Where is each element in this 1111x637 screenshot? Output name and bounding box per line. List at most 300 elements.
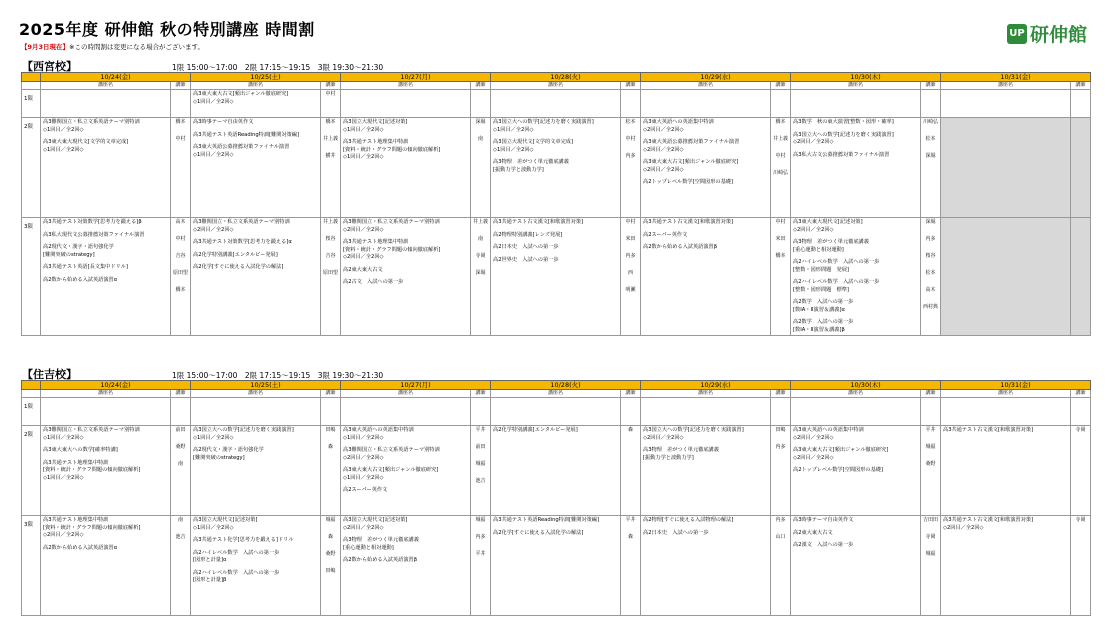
teacher-header: 講師	[1071, 390, 1091, 398]
teacher-cell	[471, 90, 491, 118]
timetable-sumiyoshi	[21, 380, 1091, 616]
course-line: 高2ハイレベル数学 入試への第一歩	[193, 549, 280, 556]
course-line: ◇1回目／全2回◇	[193, 524, 234, 531]
course-line: ◇2回目／全2回◇	[643, 434, 684, 441]
course-line: ◇1回目／全2回◇	[343, 434, 384, 441]
course-line: 高2ハイレベル数学 入試への第一歩	[193, 569, 280, 576]
teacher-name: 田嶋	[775, 427, 786, 433]
course-cell	[491, 218, 621, 336]
course-line: ◇1回目／全2回◇	[343, 474, 384, 481]
campus-name: 【住吉校】	[22, 368, 77, 381]
course-line: 高3共通テスト英語Reading特訓[難関対策編]	[493, 517, 600, 523]
date-cell: 10/29(水)	[641, 73, 791, 82]
teacher-name: 桑野	[175, 444, 186, 450]
course-cell	[491, 90, 621, 118]
teacher-header: 講師	[471, 390, 491, 398]
course-line: [振動力学と波動力学]	[493, 166, 544, 173]
teacher-name: 前田	[175, 427, 186, 433]
course-line: [整数・図形問題 発展]	[793, 266, 849, 273]
course-cell	[191, 516, 321, 616]
page-title: 2025年度 研伸館 秋の特別講座 時間割	[19, 20, 315, 39]
course-line: ◇1回目／全2回◇	[43, 146, 84, 153]
teacher-cell	[171, 516, 191, 616]
teacher-name: 城福	[925, 444, 936, 450]
teacher-cell	[171, 118, 191, 218]
teacher-name: 森	[627, 534, 633, 540]
teacher-name: 原田望	[173, 270, 189, 276]
teacher-name: 内多	[925, 236, 936, 242]
course-line: [資料・統計・グラフ問題の傾向徹底解析]	[43, 524, 141, 531]
teacher-name: 中村	[325, 91, 336, 97]
course-line: 高3国立大への数学[記述力を磨く実践演習]	[793, 131, 894, 138]
course-cell	[641, 516, 771, 616]
course-line: 高2物理特別講義[レンズ発展]	[493, 231, 563, 238]
course-line: 高3東大東大古文[頻出ジャンル徹底研究]	[643, 159, 739, 166]
course-line: 高3数学 秋の東大演習[整数・図形・確率]	[793, 119, 894, 125]
teacher-cell	[921, 398, 941, 426]
teacher-name: 横井	[325, 153, 336, 159]
teacher-name: 桜谷	[925, 253, 936, 259]
teacher-name: 橋本	[175, 119, 186, 125]
course-line: 高3国立大現代文[記述対策]	[343, 517, 408, 523]
course-header: 講座名	[941, 82, 1071, 90]
course-line: 高2ハイレベル数学 入試への第一歩	[793, 259, 880, 266]
course-line: [図形と計量]β	[193, 577, 227, 584]
period-row	[22, 426, 1091, 516]
course-line: 高3国立大への数学[記述力を磨く実践演習]	[643, 427, 744, 433]
course-line: ◇2回目／全2回◇	[343, 226, 384, 233]
teacher-name: 吉田田	[923, 517, 939, 523]
teacher-name: 森	[627, 427, 633, 433]
course-cell	[791, 218, 921, 336]
course-line: 高3難関国立・私立文系英語テーマ別特訓	[343, 447, 440, 454]
teacher-name: 桑野	[925, 461, 936, 467]
teacher-cell	[321, 398, 341, 426]
course-line: 高2世界史 入試への第一歩	[493, 256, 559, 263]
teacher-cell	[1071, 516, 1091, 616]
course-line: 高2物理[すぐに使える入試物理の解法]	[643, 517, 734, 523]
course-line: 高3東大英語への英語集中特訓	[343, 427, 414, 433]
course-line: [数IA・II演習＆講義]α	[793, 306, 845, 313]
date-cell: 10/25(土)	[191, 381, 341, 390]
course-line: 高2スーパー英作文	[643, 231, 688, 238]
course-line: 高3物理 差がつく単元徹底講義	[343, 537, 419, 544]
teacher-name: 内多	[625, 153, 636, 159]
period-label: 2限	[22, 118, 41, 218]
course-line: ◇2回目／全2回◇	[793, 434, 834, 441]
teacher-cell	[471, 218, 491, 336]
teacher-name: 寺岡	[475, 253, 486, 259]
teacher-name: 川崎弘	[773, 170, 789, 176]
teacher-name: 桑野	[325, 551, 336, 557]
course-header: 講座名	[941, 390, 1071, 398]
teacher-name: 寺岡	[1075, 427, 1086, 433]
course-line: 高3東大英語公募推薦対策ファイナル演習	[643, 139, 740, 146]
teacher-name: 米田	[625, 236, 636, 242]
teacher-name: 川崎弘	[923, 119, 939, 125]
course-line: 高3東大東大への数学[確率特講]	[43, 447, 118, 454]
date-header-row	[22, 381, 1091, 390]
course-line: ◇2回目／全2回◇	[43, 532, 84, 539]
teacher-name: 高木	[925, 287, 936, 293]
corner-cell	[22, 73, 41, 82]
teacher-name: 南	[177, 461, 183, 467]
course-line: 高2数から始める入試英語演習α	[43, 544, 118, 551]
teacher-name: 池吉	[475, 478, 486, 484]
course-header: 講座名	[491, 390, 621, 398]
course-line: 高3共通テスト化学[思考力を鍛える]ドリル	[193, 537, 294, 544]
teacher-name: 南	[177, 517, 183, 523]
teacher-name: 橋本	[325, 119, 336, 125]
course-line: 高3共通テスト地理集中特訓	[343, 239, 409, 246]
course-header: 講座名	[191, 82, 321, 90]
course-line: 高3難関国立・私立文系英語テーマ別特訓	[43, 119, 140, 125]
course-line: 高2現代文・漢字・語句強化学	[193, 447, 264, 454]
course-cell	[641, 398, 771, 426]
teacher-cell	[771, 218, 791, 336]
teacher-name: 山口	[775, 534, 786, 540]
course-line: ◇2回目／全2回◇	[343, 254, 384, 261]
course-line: 高2化学[すぐに使える入試化学の解法]	[193, 264, 284, 271]
course-line: [資料・統計・グラフ問題の傾向徹底解析]	[343, 146, 441, 153]
logo	[1007, 20, 1087, 47]
course-cell	[941, 90, 1071, 118]
course-line: ◇2回目／全2回◇	[793, 454, 834, 461]
teacher-name: 田嶋	[325, 427, 336, 433]
teacher-header: 講師	[471, 82, 491, 90]
teacher-cell	[321, 118, 341, 218]
course-line: 高2化学特別講義[エンタルピー発展]	[493, 427, 578, 433]
course-line: ◇1回目／全2回◇	[493, 126, 534, 133]
course-line: 高3国立大現代文[記述対策]	[193, 517, 258, 523]
period-label: 3限	[22, 218, 41, 336]
teacher-name: 原田望	[323, 270, 339, 276]
teacher-cell	[771, 118, 791, 218]
teacher-name: 中村	[775, 219, 786, 225]
teacher-header: 講師	[771, 390, 791, 398]
course-line: [重心運動と相対運動]	[793, 246, 844, 253]
course-line: ◇2回目／全2回◇	[343, 524, 384, 531]
teacher-cell	[471, 398, 491, 426]
course-line: [図形と計量]α	[193, 557, 227, 564]
teacher-name: 田嶋	[325, 568, 336, 574]
notice-date: 【9月3日現在】	[21, 43, 70, 51]
course-line: 高2数から始める入試英語演習α	[43, 276, 118, 283]
teacher-name: 内多	[625, 253, 636, 259]
period-label: 1限	[22, 398, 41, 426]
teacher-cell	[1071, 218, 1091, 336]
corner-cell	[22, 381, 41, 390]
course-line: 高3私大古文公募推薦対策ファイナル演習	[793, 151, 890, 158]
teacher-name: 深堀	[475, 119, 486, 125]
teacher-name: 中村	[775, 153, 786, 159]
course-header: 講座名	[41, 82, 171, 90]
course-cell	[491, 118, 621, 218]
course-line: ◇2回目／全2回◇	[643, 166, 684, 173]
date-header-row	[22, 73, 1091, 82]
teacher-header: 講師	[621, 82, 641, 90]
teacher-cell	[771, 426, 791, 516]
period-times: 1限 15:00～17:00 2限 17:15～19:15 3限 19:30～21:30	[172, 63, 384, 72]
teacher-name: 前田	[475, 444, 486, 450]
teacher-cell	[621, 398, 641, 426]
course-line: ◇2回目／全2回◇	[643, 126, 684, 133]
teacher-cell	[171, 218, 191, 336]
date-cell: 10/24(金)	[41, 381, 191, 390]
course-line: [資料・統計・グラフ問題の傾向徹底解析]	[43, 467, 141, 474]
course-line: 高3物理 差がつく単元徹底講義	[493, 159, 569, 166]
course-line: ◇2回目／全2回◇	[943, 524, 984, 531]
teacher-header: 講師	[321, 82, 341, 90]
course-line: 高3共通テスト対策数学[思考力を鍛える]β	[43, 219, 142, 225]
course-line: 高3東大東大古文[頻出ジャンル徹底研究]	[193, 91, 289, 97]
period-label: 1限	[22, 90, 41, 118]
course-line: 高2日本史 入試への第一歩	[643, 529, 709, 536]
teacher-name: 西村典	[923, 304, 939, 310]
course-cell	[41, 118, 171, 218]
course-line: 高2化学[すぐに使える入試化学の解法]	[493, 529, 584, 536]
course-line: 高3私大現代文公募推薦対策ファイナル演習	[43, 231, 145, 238]
teacher-header: 講師	[321, 390, 341, 398]
corner-cell	[22, 390, 41, 398]
course-line: 高3東大英語への英語集中特訓	[793, 427, 864, 433]
course-header: 講座名	[641, 390, 771, 398]
course-line: ◇2回目／全2回◇	[193, 226, 234, 233]
teacher-name: 吉谷	[325, 253, 336, 259]
teacher-header: 講師	[171, 82, 191, 90]
teacher-name: 内多	[775, 517, 786, 523]
course-line: 高2日本史 入試への第一歩	[493, 244, 559, 251]
teacher-cell	[621, 118, 641, 218]
teacher-name: 森	[327, 534, 333, 540]
course-cell	[641, 426, 771, 516]
course-line: ◇2回目／全2回◇	[793, 226, 834, 233]
teacher-name: 深堀	[925, 219, 936, 225]
teacher-name: 内多	[775, 444, 786, 450]
teacher-name: 橋本	[775, 119, 786, 125]
course-cell	[641, 218, 771, 336]
teacher-name: 城福	[325, 517, 336, 523]
teacher-name: 平井	[475, 551, 486, 557]
teacher-name: 米田	[775, 236, 786, 242]
course-cell	[191, 426, 321, 516]
teacher-cell	[321, 90, 341, 118]
date-cell: 10/31(金)	[941, 73, 1091, 82]
teacher-name: 橋本	[175, 287, 186, 293]
course-line: 高2古文 入試への第一歩	[343, 279, 404, 286]
course-line: 高3国立大現代文[文学的文章完成]	[493, 139, 573, 146]
course-cell	[41, 426, 171, 516]
teacher-cell	[771, 516, 791, 616]
course-line: ◇1回目／全2回◇	[43, 126, 84, 133]
course-line: [重心運動と相対運動]	[343, 544, 394, 551]
course-line: 高3東大東大現代文[記述対策]	[793, 219, 863, 225]
teacher-name: 深堀	[475, 270, 486, 276]
teacher-name: 南	[477, 236, 483, 242]
teacher-name: 深堀	[925, 153, 936, 159]
course-cell	[491, 426, 621, 516]
teacher-name: 中村	[625, 136, 636, 142]
course-header: 講座名	[41, 390, 171, 398]
teacher-name: 平井	[925, 427, 936, 433]
teacher-cell	[771, 398, 791, 426]
course-line: 高3共通テスト古文漢文[和歌演習対策]	[943, 427, 1034, 433]
teacher-header: 講師	[621, 390, 641, 398]
course-line: ◇1回目／全2回◇	[43, 434, 84, 441]
teacher-name: 西	[627, 270, 633, 276]
period-row	[22, 516, 1091, 616]
course-line: ◇2回目／全2回◇	[793, 139, 834, 146]
teacher-name: 内多	[475, 534, 486, 540]
course-cell	[941, 516, 1071, 616]
course-cell	[791, 90, 921, 118]
teacher-cell	[921, 426, 941, 516]
course-header: 講座名	[641, 82, 771, 90]
teacher-name: 南	[477, 136, 483, 142]
course-cell	[41, 90, 171, 118]
course-line: [難関突破のstrategy]	[43, 251, 95, 258]
logo-mark-icon: UP	[1007, 24, 1027, 44]
teacher-cell	[1071, 426, 1091, 516]
teacher-header: 講師	[171, 390, 191, 398]
date-cell: 10/29(水)	[641, 381, 791, 390]
course-line: 高3難関国立・私立文系英語テーマ別特訓	[193, 219, 290, 225]
teacher-name: 井上義	[323, 136, 339, 142]
teacher-name: 寺岡	[925, 534, 936, 540]
course-line: [資料・統計・グラフ問題の傾向徹底解析]	[343, 246, 441, 253]
period-row	[22, 398, 1091, 426]
date-cell: 10/30(木)	[791, 381, 941, 390]
course-line: 高3共通テスト古文漢文[和歌演習対策]	[643, 219, 734, 225]
teacher-cell	[171, 90, 191, 118]
course-line: 高2数学 入試への第一歩	[793, 319, 854, 326]
teacher-cell	[471, 516, 491, 616]
course-header: 講座名	[791, 390, 921, 398]
course-line: 高2数から始める入試英語演習β	[343, 557, 418, 564]
course-line: 高3東大東大現代文[文学的文章完成]	[43, 139, 129, 146]
course-line: 高3物理 差がつく単元徹底講義	[793, 239, 869, 246]
course-line: 高3共通テスト古文漢文[和歌演習対策]	[943, 517, 1034, 523]
course-line: 高3共通テスト地理集中特訓	[43, 517, 109, 523]
teacher-name: 明瀬	[625, 287, 636, 293]
course-cell	[341, 218, 471, 336]
teacher-name: 桜谷	[325, 236, 336, 242]
teacher-name: 吉谷	[175, 253, 186, 259]
course-line: 高3共通テスト英語[長文集中ドリル]	[43, 264, 128, 271]
course-cell	[341, 90, 471, 118]
course-line: [難関突破のstrategy]	[193, 454, 245, 461]
teacher-name: 松本	[925, 136, 936, 142]
course-line: 高3難関国立・私立文系英語テーマ別特訓	[43, 427, 140, 433]
teacher-name: 池吉	[175, 534, 186, 540]
teacher-cell	[921, 118, 941, 218]
course-cell	[941, 398, 1071, 426]
teacher-cell	[621, 516, 641, 616]
course-line: 高3難関国立・私立文系英語テーマ別特訓	[343, 219, 440, 225]
teacher-cell	[921, 218, 941, 336]
course-line: [数IA・II演習＆講義]β	[793, 326, 845, 333]
date-cell: 10/28(火)	[491, 381, 641, 390]
teacher-cell	[621, 90, 641, 118]
course-line: 高2現代文・漢字・語句強化学	[43, 244, 114, 251]
course-line: 高3時事テーマ自由英作文	[793, 517, 854, 523]
teacher-header: 講師	[1071, 82, 1091, 90]
notice	[21, 42, 204, 51]
teacher-header: 講師	[771, 82, 791, 90]
course-cell	[191, 118, 321, 218]
course-cell	[791, 516, 921, 616]
teacher-name: 松本	[925, 270, 936, 276]
teacher-name: 森	[327, 444, 333, 450]
teacher-cell	[1071, 398, 1091, 426]
course-header: 講座名	[341, 390, 471, 398]
teacher-cell	[621, 426, 641, 516]
period-label: 2限	[22, 426, 41, 516]
teacher-header: 講師	[921, 82, 941, 90]
teacher-name: 橋本	[775, 253, 786, 259]
teacher-name: 松本	[625, 119, 636, 125]
course-line: 高2数学 入試への第一歩	[793, 299, 854, 306]
teacher-name: 高木	[175, 219, 186, 225]
course-line: ◇1回目／全2回◇	[43, 474, 84, 481]
teacher-cell	[321, 218, 341, 336]
course-cell	[341, 426, 471, 516]
corner-cell	[22, 82, 41, 90]
course-cell	[641, 118, 771, 218]
logo-text: 研伸館	[1029, 24, 1087, 46]
course-line: 高3共通テスト地理集中特訓	[343, 139, 409, 146]
course-line: 高3国立大への数学[記述力を磨く実践演習]	[193, 427, 294, 433]
teacher-cell	[771, 90, 791, 118]
course-cell	[641, 90, 771, 118]
teacher-cell	[321, 426, 341, 516]
teacher-header: 講師	[921, 390, 941, 398]
campus-name: 【西宮校】	[22, 60, 77, 73]
course-line: ◇2回目／全2回◇	[643, 146, 684, 153]
date-cell: 10/27(月)	[341, 73, 491, 82]
teacher-name: 城福	[475, 517, 486, 523]
course-cell	[191, 90, 321, 118]
teacher-name: 中村	[175, 236, 186, 242]
teacher-name: 井上義	[323, 219, 339, 225]
course-cell	[491, 398, 621, 426]
teacher-cell	[321, 516, 341, 616]
course-line: 高2トップレベル数学[空間図形の基礎]	[643, 179, 733, 186]
teacher-cell	[1071, 90, 1091, 118]
course-line: 高3共通テスト対策数学[思考力を鍛える]α	[193, 239, 292, 246]
course-line: 高3共通テスト地理集中特訓	[43, 459, 109, 466]
teacher-cell	[921, 90, 941, 118]
period-times: 1限 15:00～17:00 2限 17:15～19:15 3限 19:30～21:30	[172, 371, 384, 380]
course-line: ◇1回目／全2回◇	[343, 126, 384, 133]
course-line: 高3国立大への数学[記述力を磨く実践演習]	[493, 119, 594, 125]
teacher-cell	[171, 426, 191, 516]
teacher-name: 城福	[925, 551, 936, 557]
teacher-name: 井上義	[473, 219, 489, 225]
course-cell	[791, 118, 921, 218]
course-line: 高2東大東大古文	[793, 529, 833, 536]
course-line: 高3東大英語への英語集中特訓	[643, 119, 714, 125]
course-cell	[941, 218, 1071, 336]
course-line: ◇2回目／全2回◇	[343, 454, 384, 461]
column-header-row	[22, 390, 1091, 398]
teacher-cell	[471, 426, 491, 516]
course-line: 高3物理 差がつく単元徹底講義	[643, 447, 719, 454]
course-line: 高3東大東大古文[頻出ジャンル徹底研究]	[793, 447, 889, 454]
period-row	[22, 218, 1091, 336]
teacher-name: 井上義	[773, 136, 789, 142]
date-cell: 10/31(金)	[941, 381, 1091, 390]
